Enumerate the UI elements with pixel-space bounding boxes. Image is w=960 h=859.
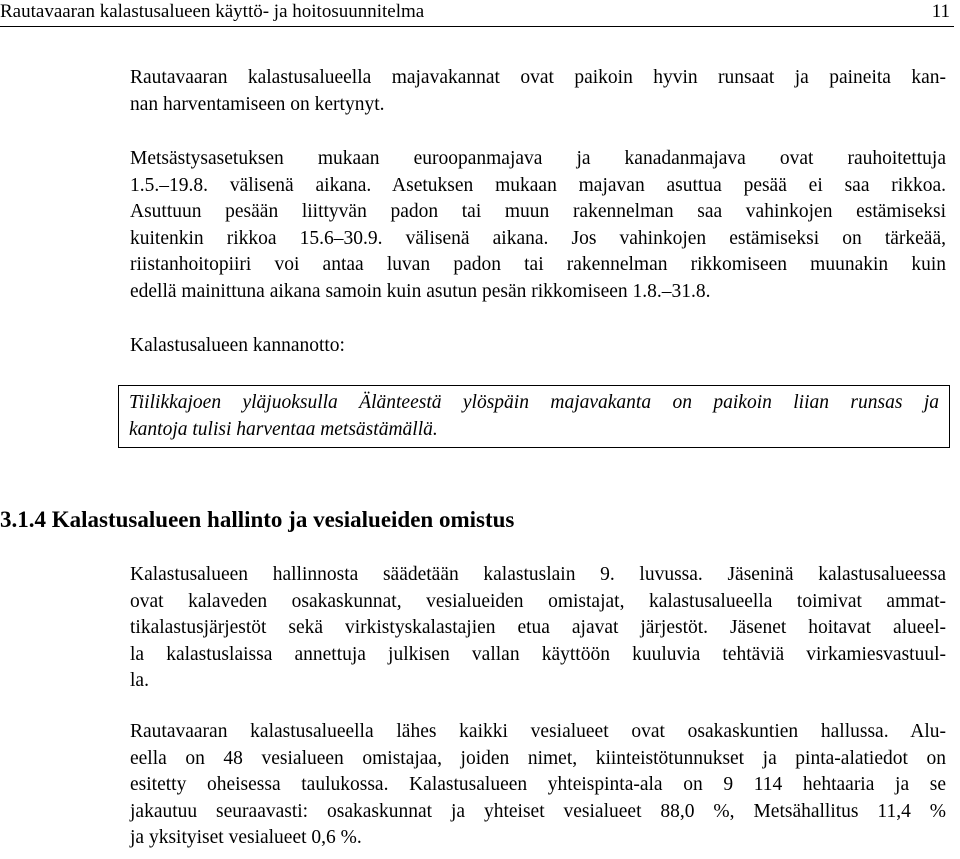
text-line: jakautuu seuraavasti: osakaskunnat ja yhteiset vesialueet 88,0 %, Metsähallitus 11,4 % <box>130 800 946 822</box>
text-line: Kalastusalueen hallinnosta säädetään kalastuslain 9. luvussa. Jäseninä kalastusalueessa <box>130 564 946 585</box>
text-line: ja yksityiset vesialueet 0,6 %. <box>130 827 362 848</box>
text-line: esitetty oheisessa taulukossa. Kalastusalueen yhteispinta-ala on 9 114 hehtaaria ja se <box>130 774 946 795</box>
text-line: Asuttuun pesään liittyvän padon tai muun rakennelman saa vahinkojen estämiseksi <box>130 201 946 222</box>
statement-box <box>118 385 950 448</box>
text-line: Metsästysasetuksen mukaan euroopanmajava ja kanadanmajava ovat rauhoitettuja <box>130 148 946 169</box>
text-line: la kalastuslaissa annettuja julkisen vallan käyttöön kuuluvia tehtäviä virkamiesvastuul- <box>130 643 946 665</box>
text-line: edellä mainittuna aikana samoin kuin asutun pesän rikkomiseen 1.8.–31.8. <box>130 280 711 302</box>
paragraph-beaver-population <box>130 65 946 118</box>
paragraph-water-ownership <box>130 719 946 852</box>
text-line: Rautavaaran kalastusalueella majavakannat ovat paikoin hyvin runsaat ja paineita kan- <box>130 67 946 88</box>
text-line: nan harventamiseen on kertynyt. <box>130 93 385 115</box>
statement-line: Tiilikkajoen yläjuoksulla Älänteestä ylöspäin majavakanta on paikoin liian runsas ja <box>129 392 939 413</box>
page-header <box>0 0 954 27</box>
statement-line: kantoja tulisi harventaa metsästämällä. <box>129 418 438 440</box>
text-line: la. <box>130 670 149 691</box>
paragraph-administration <box>130 562 946 695</box>
text-line: eella on 48 vesialueen omistajaa, joiden nimet, kiinteistötunnukset ja pinta-alatiedot on <box>130 747 946 769</box>
document-title: Rautavaaran kalastusalueen käyttö- ja hoitosuunnitelma <box>0 1 425 22</box>
text-line: kuitenkin rikkoa 15.6–30.9. välisenä aikana. Jos vahinkojen estämiseksi on tärkeää, <box>130 227 946 249</box>
text-line: 1.5.–19.8. välisenä aikana. Asetuksen mukaan majavan asuttua pesää ei saa rikkoa. <box>130 174 946 196</box>
text-line: riistanhoitopiiri voi antaa luvan padon tai rakennelman rikkomiseen muunakin kuin <box>130 254 946 275</box>
text-line: ovat kalaveden osakaskunnat, vesialueiden omistajat, kalastusalueella toimivat ammat- <box>130 590 946 612</box>
section-heading: 3.1.4 Kalastusalueen hallinto ja vesialueiden omistus <box>0 507 515 532</box>
text-line: Rautavaaran kalastusalueella lähes kaikki vesialueet ovat osakaskuntien hallussa. Alu- <box>130 721 946 742</box>
text-line: Kalastusalueen kannanotto: <box>130 335 345 356</box>
paragraph-statement-label <box>130 333 946 360</box>
text-line: tikalastusjärjestöt sekä virkistyskalastajien etua ajavat järjestöt. Jäsenet hoitavat alueel- <box>130 617 946 638</box>
page-number: 11 <box>931 1 950 22</box>
paragraph-hunting-regulation <box>130 146 946 305</box>
